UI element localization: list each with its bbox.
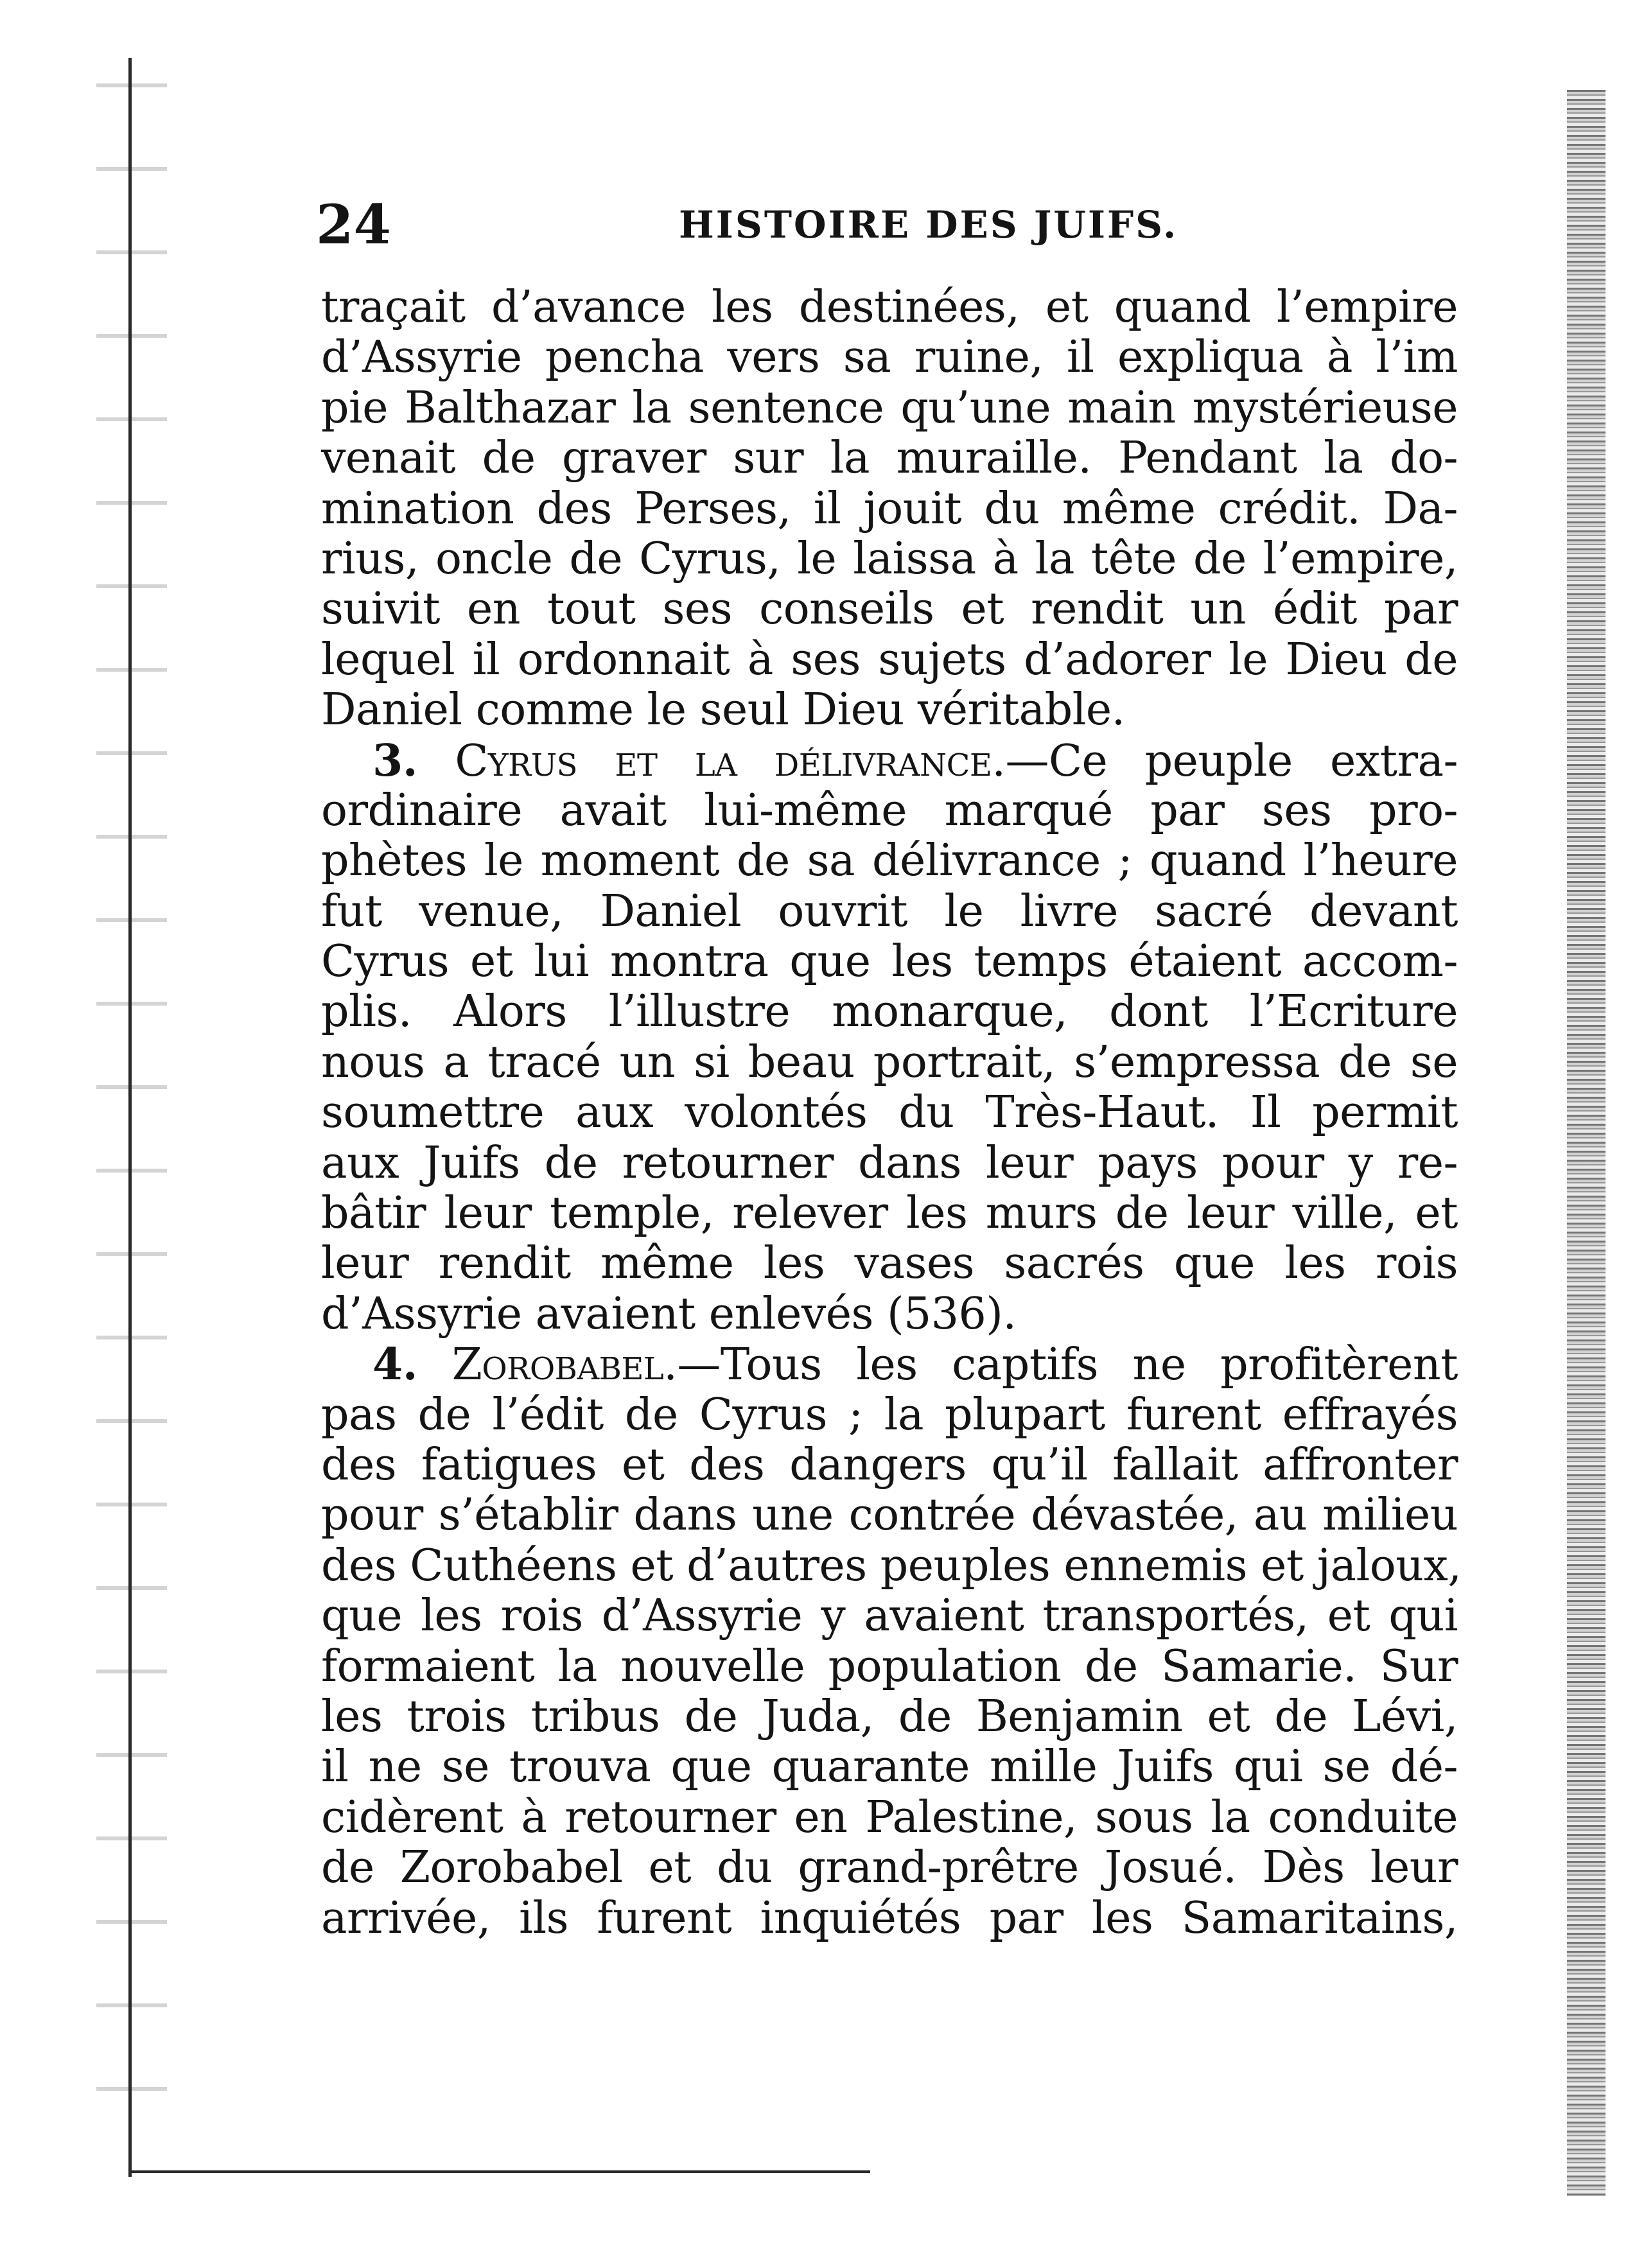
- section-number: 3.: [372, 735, 417, 787]
- text-line: d’Assyrie avaient enlevés (536).: [321, 1288, 1017, 1339]
- text-line: d’Assyrie pencha vers sa ruine, il expliqua à l’im: [321, 332, 1458, 383]
- text-line: des Cuthéens et d’autres peuples ennemis et jaloux,: [321, 1540, 1462, 1591]
- section-title: Cyrus et la délivrance.: [455, 735, 1006, 787]
- text-line: les trois tribus de Juda, de Benjamin et de Lévi,: [321, 1691, 1458, 1742]
- page-edge-artifact: [1567, 90, 1606, 2196]
- bottom-edge-line: [128, 2170, 870, 2173]
- text-line: pie Balthazar la sentence qu’une main mystérieuse: [321, 382, 1458, 433]
- text-line: suivit en tout ses conseils et rendit un édit par: [321, 584, 1458, 635]
- text-line: mination des Perses, il jouit du même crédit. Da-: [321, 483, 1458, 534]
- text-line: de Zorobabel et du grand-prêtre Josué. Dès leur: [321, 1842, 1458, 1894]
- text-line: phètes le moment de sa délivrance ; quand l’heure: [321, 835, 1458, 887]
- text-line: plis. Alors l’illustre monarque, dont l’Ecriture: [321, 986, 1458, 1038]
- text-line: ordinaire avait lui-même marqué par ses pro-: [321, 785, 1458, 836]
- text-line: formaient la nouvelle population de Samarie. Sur: [321, 1641, 1458, 1692]
- page-number: 24: [316, 193, 391, 256]
- text-line: des fatigues et des dangers qu’il fallait affronter: [321, 1439, 1458, 1490]
- binding-edge-line: [128, 58, 132, 2177]
- text-line: nous a tracé un si beau portrait, s’empressa de se: [321, 1036, 1458, 1088]
- text-line: cidèrent à retourner en Palestine, sous la conduite: [321, 1792, 1458, 1843]
- text-line: bâtir leur temple, relever les murs de leur ville, et: [321, 1188, 1458, 1239]
- section-3-heading-line: [321, 736, 1458, 786]
- text-line: aux Juifs de retourner dans leur pays pour y re-: [321, 1137, 1458, 1189]
- text-line: Daniel comme le seul Dieu véritable.: [321, 685, 1125, 736]
- running-head: [316, 193, 1459, 257]
- text-line: leur rendit même les vases sacrés que les rois: [321, 1238, 1458, 1289]
- section-title: Zorobabel.: [451, 1339, 678, 1391]
- text-line: fut venue, Daniel ouvrit le livre sacré devant: [321, 885, 1458, 937]
- section-text: —Tous les captifs ne profitèrent: [677, 1339, 1458, 1391]
- text-line: rius, oncle de Cyrus, le laissa à la tête de l’empire,: [321, 533, 1458, 584]
- text-line: Cyrus et lui montra que les temps étaient accom-: [321, 936, 1458, 988]
- section-text: —Ce peuple extra-: [1005, 735, 1458, 787]
- section-4-heading-line: [321, 1339, 1458, 1390]
- running-title: HISTOIRE DES JUIFS.: [679, 203, 1178, 247]
- section-number: 4.: [372, 1339, 417, 1391]
- text-line: que les rois d’Assyrie y avaient transportés, et qui: [321, 1591, 1458, 1642]
- text-line: pas de l’édit de Cyrus ; la plupart furent effrayés: [321, 1389, 1458, 1440]
- text-line: traçait d’avance les destinées, et quand l’empire: [321, 282, 1458, 333]
- text-line: arrivée, ils furent inquiétés par les Samaritains,: [321, 1892, 1458, 1944]
- text-line: pour s’établir dans une contrée dévastée, au milieu: [321, 1490, 1458, 1541]
- text-line: il ne se trouva que quarante mille Juifs qui se dé-: [321, 1741, 1458, 1793]
- text-line: venait de graver sur la muraille. Pendant la do-: [321, 433, 1458, 484]
- text-line: soumettre aux volontés du Très-Haut. Il permit: [321, 1087, 1458, 1138]
- body-text: [321, 282, 1462, 1944]
- binding-edge-artifact: [96, 58, 167, 2164]
- text-line: lequel il ordonnait à ses sujets d’adorer le Dieu de: [321, 634, 1458, 685]
